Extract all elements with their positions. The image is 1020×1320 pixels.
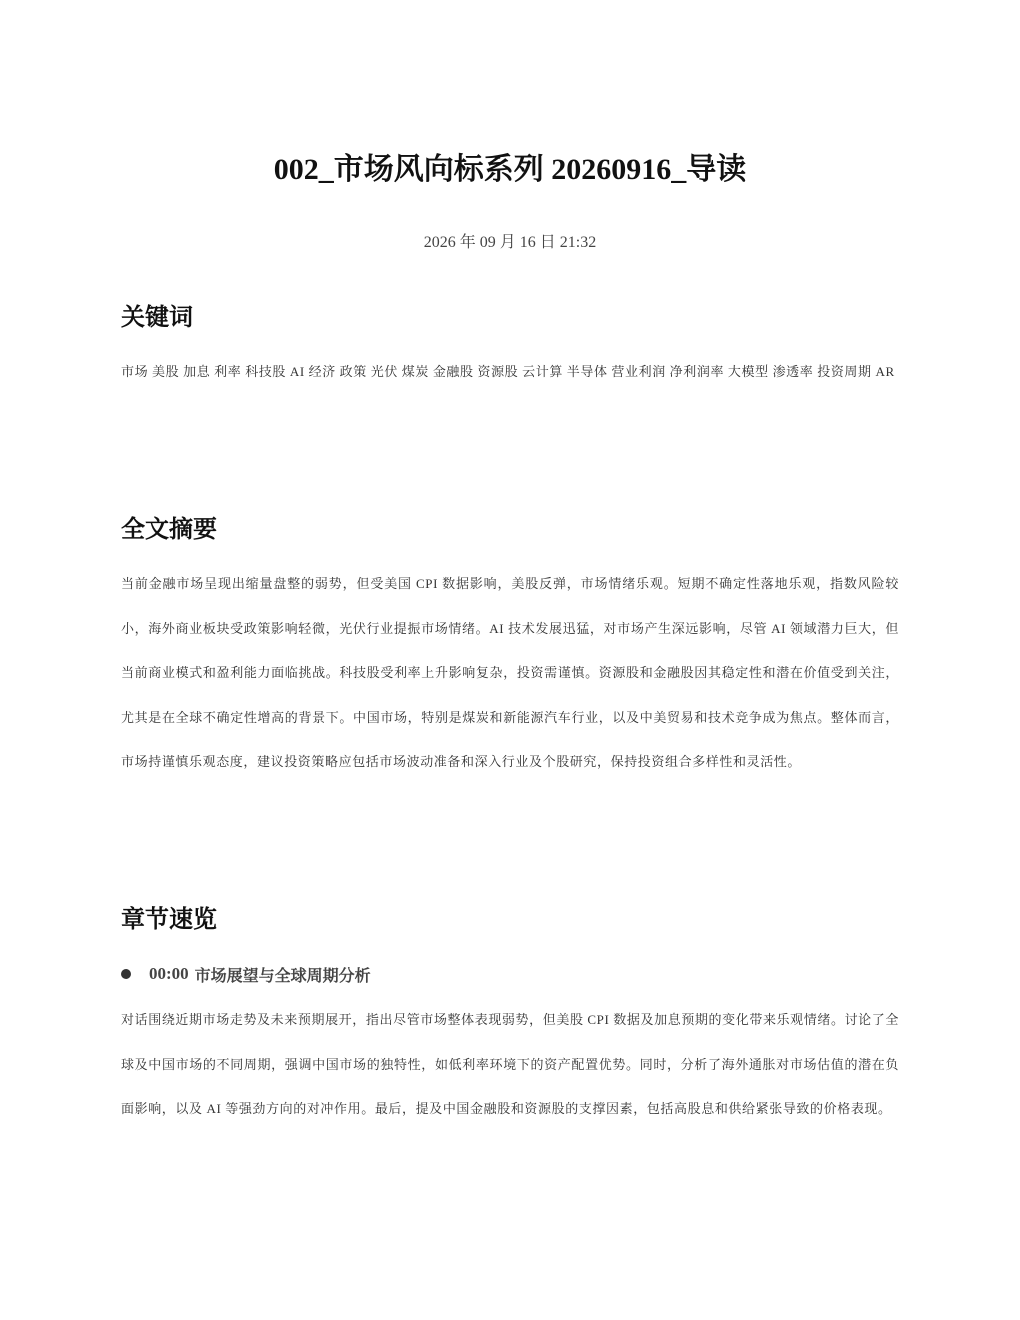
chapter-timestamp: 00:00 [149,964,189,983]
chapter-summary-text: 对话围绕近期市场走势及未来预期展开，指出尽管市场整体表现弱势，但美股 CPI 数据及加息预期的变化带来乐观情绪。讨论了全球及中国市场的不同周期，强调中国市场的独特性，如低利率环境下的资产配置优势。同时，分析了海外通胀对市场估值的潜在负面影响，以及 AI 等强劲方向的对冲作用。最后，提及中国金融股和资源股的支撑因素，包括高股息和供给紧张导致的价格表现。 [121,1012,899,1116]
chapter-title: 市场展望与全球周期分析 [194,965,371,985]
document-title: 002_市场风向标系列 20260916_导读 [273,153,747,186]
keywords-heading: 关键词 [121,303,193,331]
document-date: 2026 年 09 月 16 日 21:32 [423,234,597,251]
summary-text: 当前金融市场呈现出缩量盘整的弱势，但受美国 CPI 数据影响，美股反弹，市场情绪乐观。短期不确定性落地乐观，指数风险较小，海外商业板块受政策影响轻微，光伏行业提振市场情绪。AI 技术发展迅猛，对市场产生深远影响，尽管 AI 领域潜力巨大，但当前商业模式和盈利能力面临挑战。科技股受利率上升影响复杂，投资需谨慎。资源股和金融股因其稳定性和潜在价值受到关注，尤其是在全球不确定性增高的背景下。中国市场，特别是煤炭和新能源汽车行业，以及中美贸易和技术竞争成为焦点。整体而言，市场持谨慎乐观态度，建议投资策略应包括市场波动准备和深入行业及个股研究，保持投资组合多样性和灵活性。 [121,576,899,769]
chapter-item [121,960,371,988]
keywords-text: 市场 美股 加息 利率 科技股 AI 经济 政策 光伏 煤炭 金融股 资源股 云计算 半导体 营业利润 净利润率 大模型 渗透率 投资周期 AR [121,364,895,379]
chapters-heading: 章节速览 [121,905,217,933]
bullet-icon [121,969,131,979]
summary-heading: 全文摘要 [121,515,217,543]
